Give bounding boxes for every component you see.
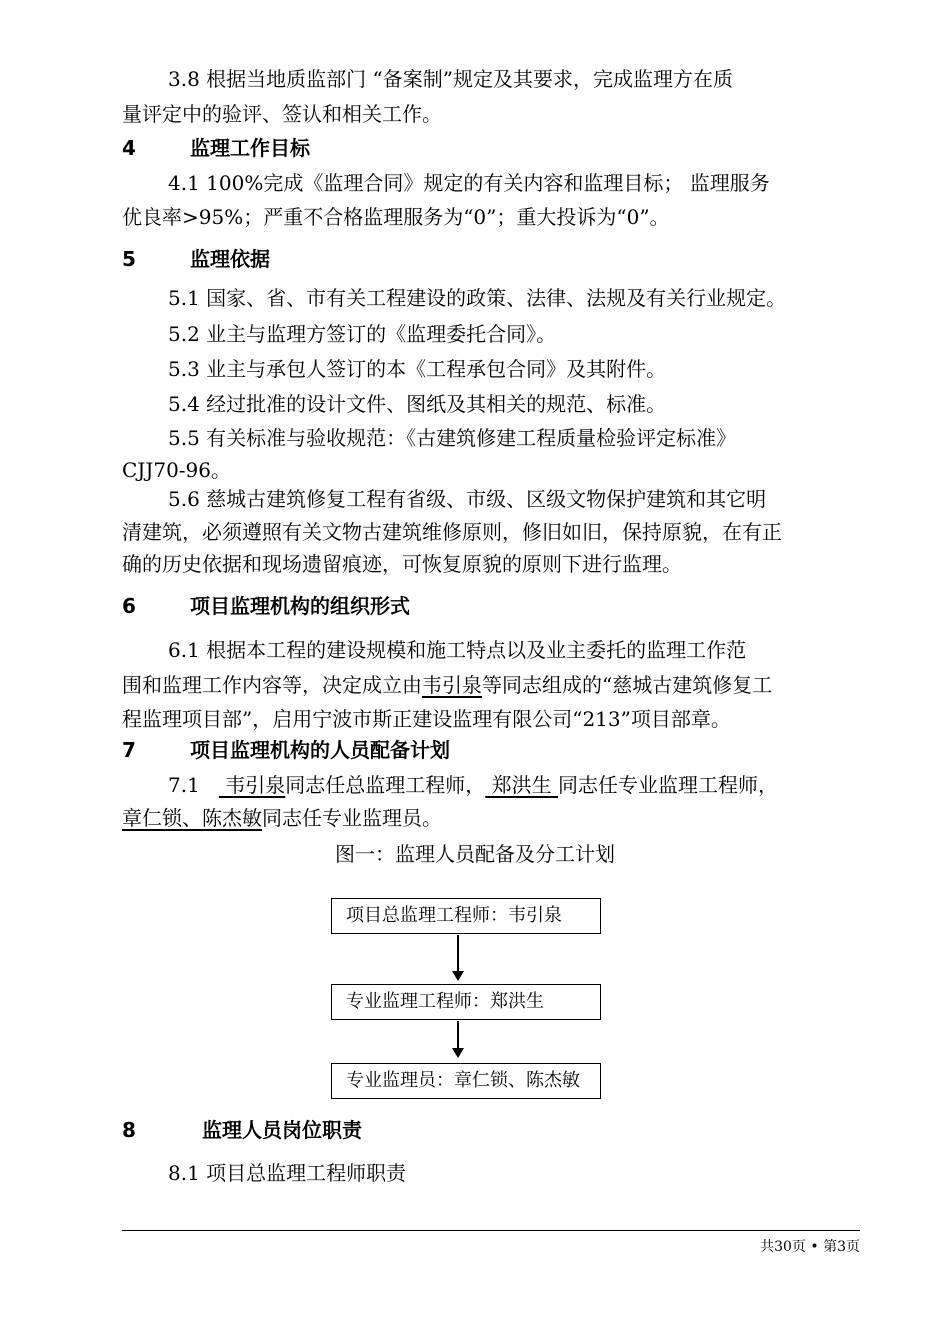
- para-text: 等同志组成的“慈城古建筑修复工: [482, 673, 773, 697]
- para-number: 7.1: [168, 773, 219, 797]
- director-name: 韦引泉: [218, 773, 286, 797]
- para-3-8-line1: 3.8 根据当地质监部门 “备案制”规定及其要求，完成监理方在质: [168, 67, 733, 91]
- engineer-name: 郑洪生: [485, 773, 558, 797]
- section-title: 项目监理机构的组织形式: [190, 594, 410, 618]
- para-5-1: 5.1 国家、省、市有关工程建设的政策、法律、法规及有关行业规定。: [168, 286, 787, 310]
- para-text: 同志任专业监理工程师，: [557, 773, 778, 797]
- para-6-1-line3: 程监理项目部”，启用宁波市斯正建设监理有限公司“213”项目部章。: [122, 707, 731, 731]
- arrow-down-icon: [452, 971, 464, 981]
- org-box-inspectors: 专业监理员：章仁锁、陈杰敏: [331, 1063, 601, 1099]
- para-text: 围和监理工作内容等，决定成立由: [122, 673, 422, 697]
- para-6-1-line1: 6.1 根据本工程的建设规模和施工特点以及业主委托的监理工作范: [168, 638, 747, 662]
- section-number: 6: [122, 594, 136, 618]
- para-5-2: 5.2 业主与监理方签订的《监理委托合同》。: [168, 322, 557, 346]
- section-number: 8: [122, 1118, 136, 1142]
- para-6-1-line2: [122, 672, 772, 698]
- figure-caption: 图一：监理人员配备及分工计划: [335, 842, 615, 866]
- para-5-4: 5.4 经过批准的设计文件、图纸及其相关的规范、标准。: [168, 392, 667, 416]
- section-8-heading: [122, 1117, 362, 1143]
- section-4-heading: [122, 135, 310, 161]
- inspector-names: 章仁锁、陈杰敏: [122, 806, 262, 830]
- page-number-footer: 共30页 • 第3页: [760, 1239, 860, 1255]
- section-title: 项目监理机构的人员配备计划: [190, 738, 450, 762]
- section-5-heading: [122, 246, 270, 272]
- section-title: 监理工作目标: [190, 136, 310, 160]
- para-5-3: 5.3 业主与承包人签订的本《工程承包合同》及其附件。: [168, 357, 667, 381]
- para-4-1-line1: 4.1 100%完成《监理合同》规定的有关内容和监理目标； 监理服务: [168, 171, 770, 195]
- para-4-1-line2: 优良率>95%；严重不合格监理服务为“0”；重大投诉为“0”。: [122, 205, 670, 229]
- section-number: 5: [122, 247, 136, 271]
- para-text: 同志任专业监理员。: [262, 806, 442, 830]
- section-title: 监理人员岗位职责: [202, 1118, 362, 1142]
- org-box-professional-engineer: 专业监理工程师：郑洪生: [331, 984, 601, 1020]
- org-arrow-line: [457, 935, 459, 971]
- section-title: 监理依据: [190, 247, 270, 271]
- para-5-6-line3: 确的历史依据和现场遗留痕迹，可恢复原貌的原则下进行监理。: [122, 552, 682, 576]
- para-7-1-line1: [168, 772, 778, 798]
- para-5-6-line1: 5.6 慈城古建筑修复工程有省级、市级、区级文物保护建筑和其它明: [168, 487, 767, 511]
- para-7-1-line2: [122, 805, 442, 831]
- director-name: 韦引泉: [422, 673, 482, 697]
- para-5-5-line1: 5.5 有关标准与验收规范：《古建筑修建工程质量检验评定标准》: [168, 426, 737, 450]
- para-text: 同志任总监理工程师，: [285, 773, 486, 797]
- para-5-6-line2: 清建筑，必须遵照有关文物古建筑维修原则，修旧如旧，保持原貌，在有正: [122, 520, 782, 544]
- para-5-5-line2: CJJ70-96。: [122, 458, 231, 482]
- section-6-heading: [122, 593, 410, 619]
- section-number: 7: [122, 738, 136, 762]
- org-box-chief-engineer: 项目总监理工程师：韦引泉: [331, 898, 601, 934]
- org-arrow-line: [457, 1021, 459, 1048]
- para-8-1: 8.1 项目总监理工程师职责: [168, 1161, 407, 1185]
- footer-divider: [122, 1230, 860, 1231]
- section-7-heading: [122, 737, 450, 763]
- section-number: 4: [122, 136, 136, 160]
- para-3-8-line2: 量评定中的验评、签认和相关工作。: [122, 102, 442, 126]
- arrow-down-icon: [452, 1048, 464, 1058]
